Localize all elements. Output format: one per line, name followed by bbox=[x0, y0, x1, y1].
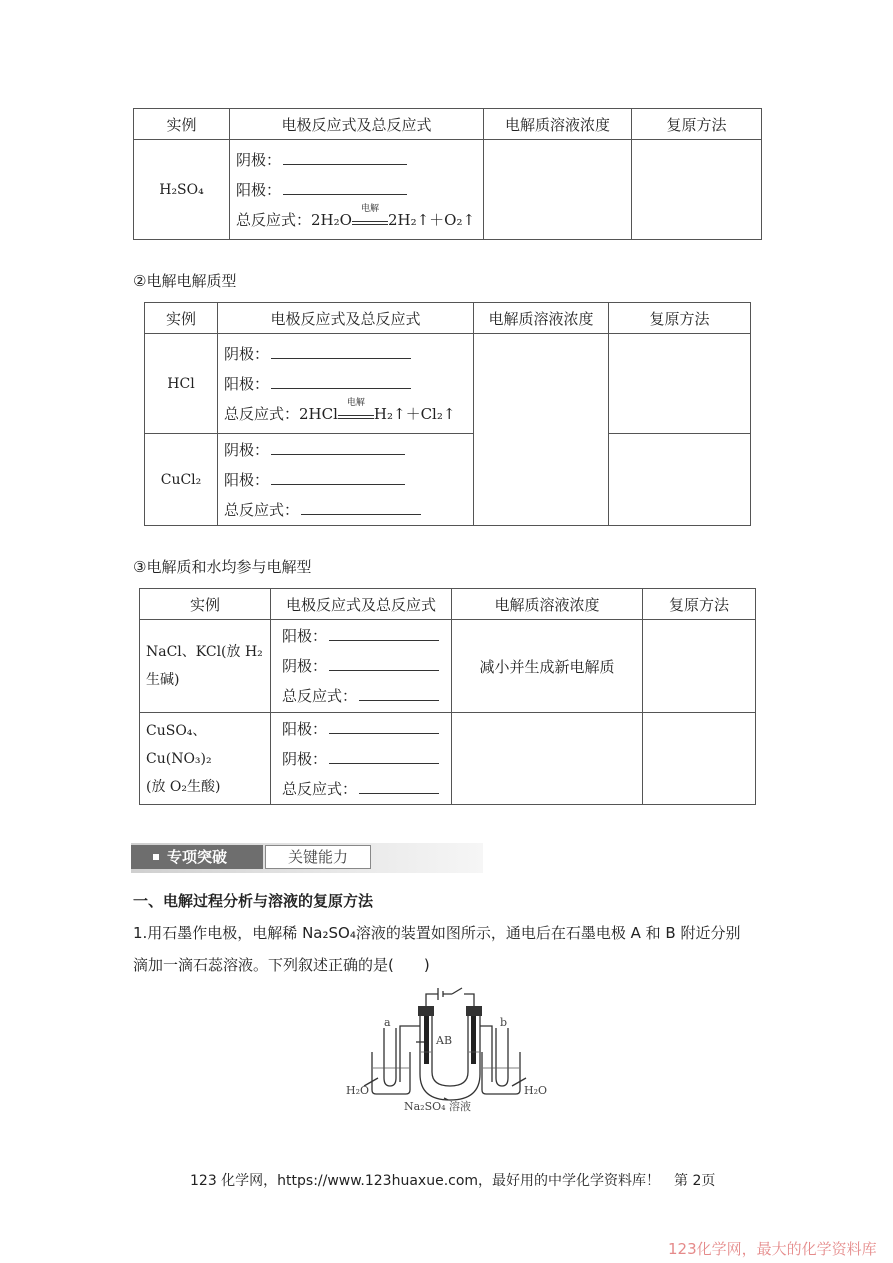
banner-label-sub: 关键能力 bbox=[265, 845, 371, 869]
electrolysis-sign: 电解 bbox=[338, 409, 374, 419]
equation-cell bbox=[271, 620, 452, 713]
cathode-blank[interactable] bbox=[329, 745, 439, 764]
label-water-right: H₂O bbox=[524, 1084, 548, 1097]
label-ab: AB bbox=[436, 1034, 453, 1047]
anode-label: 阳极： bbox=[224, 374, 270, 393]
header-concentration: 电解质溶液浓度 bbox=[452, 589, 643, 620]
anode-label: 阳极： bbox=[282, 627, 328, 645]
table-header-row bbox=[140, 589, 756, 620]
example-cell: HCl bbox=[145, 334, 218, 434]
header-restore: 复原方法 bbox=[632, 109, 762, 140]
question-line: 滴加一滴石蕊溶液。下列叙述正确的是( ) bbox=[133, 956, 430, 974]
table-h2so4 bbox=[133, 108, 762, 240]
label-a: a bbox=[384, 1016, 391, 1029]
restore-cell bbox=[643, 713, 756, 805]
header-concentration: 电解质溶液浓度 bbox=[484, 109, 632, 140]
table-row bbox=[145, 434, 751, 526]
total-blank[interactable] bbox=[359, 682, 439, 701]
equation-cell bbox=[230, 140, 484, 240]
equation-cell bbox=[218, 434, 474, 526]
restore-cell bbox=[632, 140, 762, 240]
anode-label: 阳极： bbox=[282, 719, 328, 738]
table-row bbox=[140, 713, 756, 805]
concentration-cell: 减小并生成新电解质 bbox=[452, 620, 643, 713]
table-row bbox=[145, 334, 751, 434]
banner-label-main: 专项突破 bbox=[131, 845, 263, 869]
electrolysis-sign: 电解 bbox=[352, 215, 388, 225]
table-row bbox=[140, 620, 756, 713]
eq-right: 2H₂↑＋O₂↑ bbox=[387, 210, 476, 229]
anode-label: 阳极： bbox=[224, 470, 270, 489]
total-label: 总反应式： bbox=[224, 500, 300, 519]
electrolysis-apparatus-diagram bbox=[340, 982, 555, 1114]
section-title-electrolyte: ②电解电解质型 bbox=[133, 272, 237, 290]
total-blank[interactable] bbox=[301, 496, 421, 515]
equation-cell bbox=[271, 713, 452, 805]
cathode-label: 阴极： bbox=[282, 749, 328, 768]
label-solution: Na₂SO₄ 溶液 bbox=[404, 1100, 472, 1113]
eq-right: H₂↑＋Cl₂↑ bbox=[373, 404, 456, 423]
total-label: 总反应式： bbox=[236, 210, 312, 229]
cathode-label: 阴极： bbox=[224, 344, 270, 363]
anode-blank[interactable] bbox=[329, 715, 439, 734]
header-restore: 复原方法 bbox=[609, 303, 751, 334]
equation-cell bbox=[218, 334, 474, 434]
anode-blank[interactable] bbox=[283, 176, 407, 195]
header-example: 实例 bbox=[134, 109, 230, 140]
header-example: 实例 bbox=[145, 303, 218, 334]
restore-cell bbox=[643, 620, 756, 713]
table-both bbox=[139, 588, 756, 805]
table-row bbox=[134, 140, 762, 240]
example-cell: H₂SO₄ bbox=[134, 140, 230, 240]
anode-blank[interactable] bbox=[271, 466, 405, 485]
watermark-text: 123化学网，最大的化学资料库 bbox=[668, 1240, 877, 1258]
total-label: 总反应式： bbox=[282, 779, 358, 798]
section-title-both: ③电解质和水均参与电解型 bbox=[133, 558, 312, 576]
header-equations: 电极反应式及总反应式 bbox=[218, 303, 474, 334]
header-example: 实例 bbox=[140, 589, 271, 620]
section-heading: 一、电解过程分析与溶液的复原方法 bbox=[133, 892, 374, 910]
concentration-cell bbox=[474, 334, 609, 526]
header-concentration: 电解质溶液浓度 bbox=[474, 303, 609, 334]
eq-left: 2HCl bbox=[299, 404, 338, 423]
example-line: CuSO₄、Cu(NO₃)₂ bbox=[146, 722, 212, 767]
concentration-cell bbox=[452, 713, 643, 805]
example-cell: CuCl₂ bbox=[145, 434, 218, 526]
cathode-blank[interactable] bbox=[271, 436, 405, 455]
example-line: NaCl、KCl(放 H₂ bbox=[146, 644, 263, 660]
page-footer: 123 化学网，https://www.123huaxue.com，最好用的中学化学资料库！ 第 2页 bbox=[190, 1173, 716, 1189]
cathode-label: 阴极： bbox=[224, 440, 270, 459]
restore-cell bbox=[609, 434, 751, 526]
section-banner bbox=[131, 843, 483, 873]
label-b: b bbox=[500, 1016, 508, 1029]
cathode-label: 阴极： bbox=[236, 150, 282, 169]
anode-blank[interactable] bbox=[271, 370, 411, 389]
header-equations: 电极反应式及总反应式 bbox=[230, 109, 484, 140]
example-line: 生碱) bbox=[146, 672, 180, 688]
concentration-cell bbox=[484, 140, 632, 240]
cathode-label: 阴极： bbox=[282, 657, 328, 675]
label-water-left: H₂O bbox=[346, 1084, 370, 1097]
cathode-blank[interactable] bbox=[283, 146, 407, 165]
total-label: 总反应式： bbox=[282, 687, 358, 705]
cathode-blank[interactable] bbox=[271, 340, 411, 359]
example-cell bbox=[140, 713, 271, 805]
anode-label: 阳极： bbox=[236, 180, 282, 199]
header-equations: 电极反应式及总反应式 bbox=[271, 589, 452, 620]
total-blank[interactable] bbox=[359, 775, 439, 794]
eq-left: 2H₂O bbox=[311, 210, 352, 229]
total-label: 总反应式： bbox=[224, 404, 300, 423]
table-header-row bbox=[145, 303, 751, 334]
table-header-row bbox=[134, 109, 762, 140]
cathode-blank[interactable] bbox=[329, 652, 439, 671]
anode-blank[interactable] bbox=[329, 622, 439, 641]
example-line: (放 O₂生酸) bbox=[146, 778, 221, 795]
question-line: 1.用石墨作电极，电解稀 Na₂SO₄溶液的装置如图所示，通电后在石墨电极 A 和 B 附近分别 bbox=[133, 924, 741, 942]
table-electrolyte bbox=[144, 302, 751, 526]
restore-cell bbox=[609, 334, 751, 434]
header-restore: 复原方法 bbox=[643, 589, 756, 620]
square-bullet-icon bbox=[153, 854, 159, 860]
example-cell bbox=[140, 620, 271, 713]
